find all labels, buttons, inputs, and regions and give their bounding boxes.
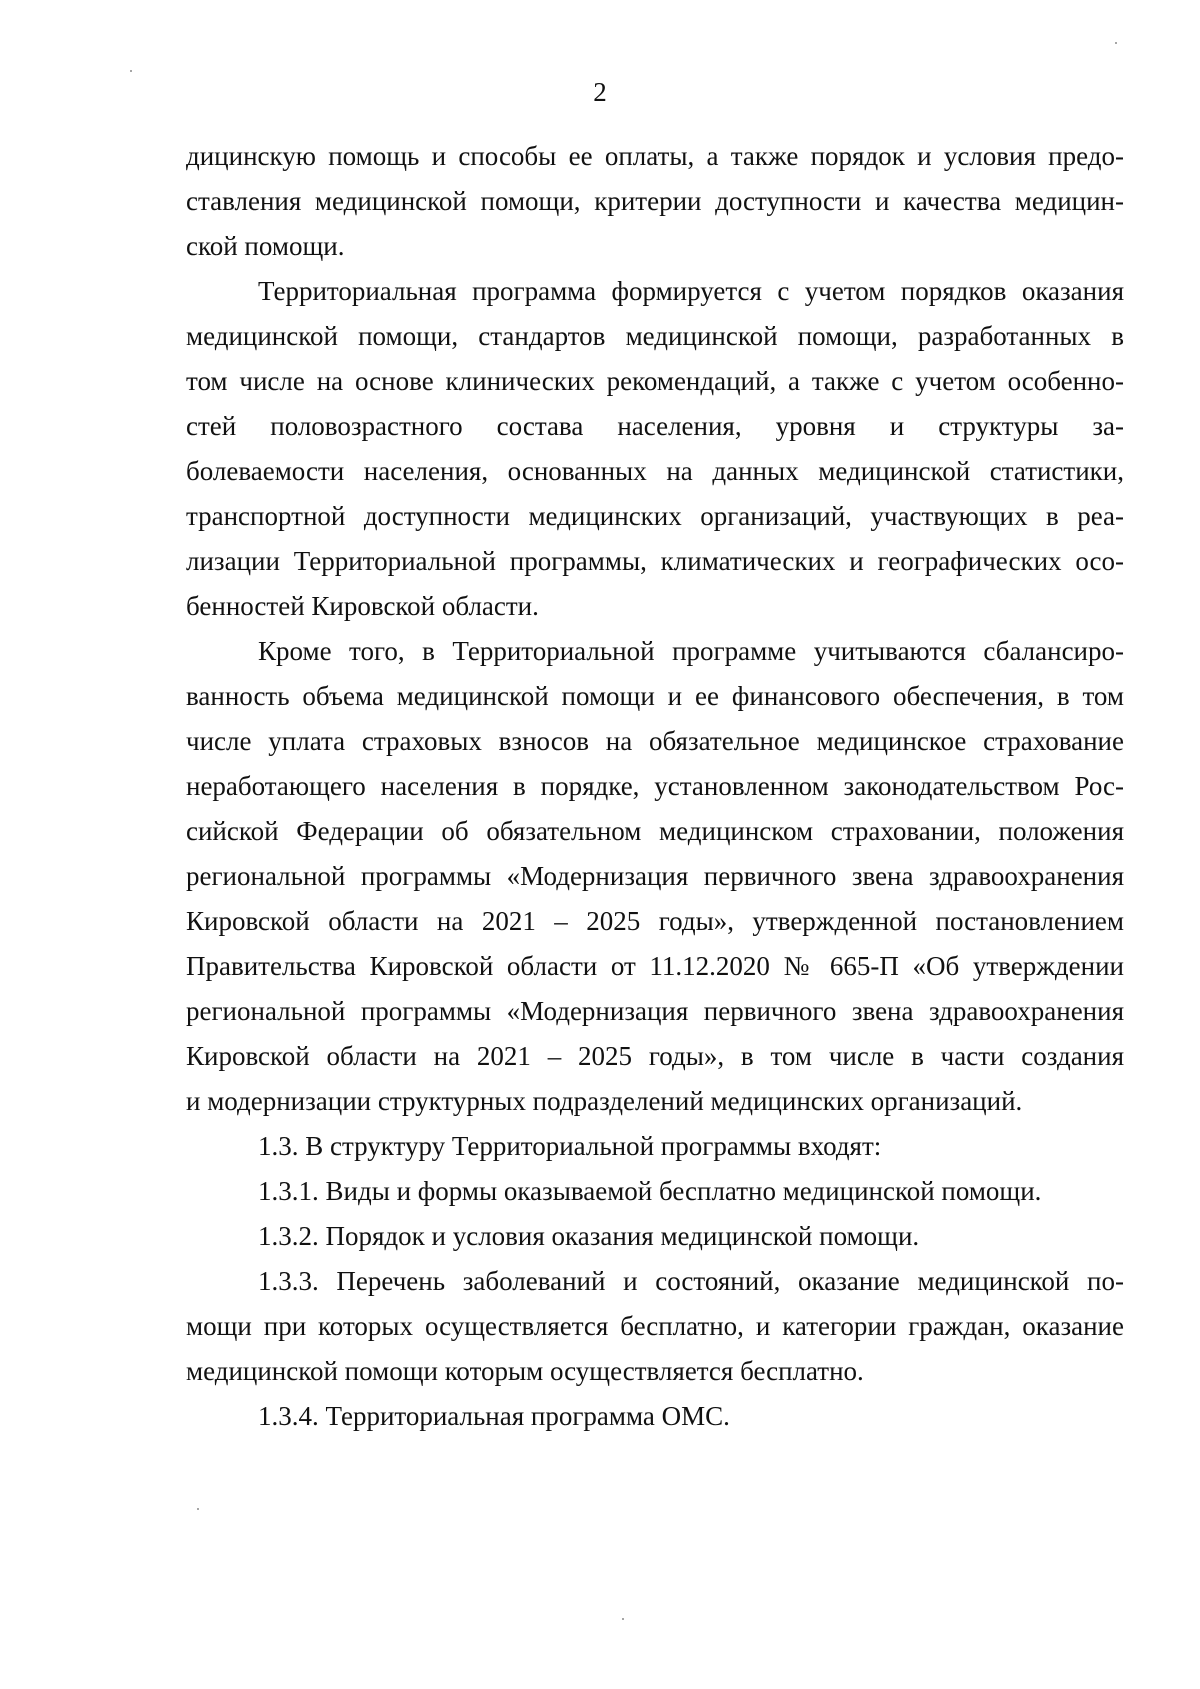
page-number: 2 <box>593 77 607 107</box>
paragraph-8 <box>186 1394 1124 1439</box>
text-line: числе уплата страховых взносов на обязательное медицинское страхование <box>186 726 1124 756</box>
text-line: Кроме того, в Территориальной программе учитываются сбалансиро- <box>258 636 1124 666</box>
paragraph-1 <box>186 134 1124 269</box>
text-line: том числе на основе клинических рекомендаций, а также с учетом особенно- <box>186 366 1124 396</box>
paragraph-4 <box>186 1124 1124 1169</box>
scan-speck <box>1115 42 1117 44</box>
paragraph-5 <box>186 1169 1124 1214</box>
text-line: транспортной доступности медицинских организаций, участвующих в реа- <box>186 501 1124 531</box>
scan-speck <box>130 70 132 72</box>
text-line: Территориальная программа формируется с учетом порядков оказания <box>258 276 1124 306</box>
paragraph-2 <box>186 269 1124 629</box>
text-line: бенностей Кировской области. <box>186 591 539 621</box>
text-line: Кировской области на 2021 – 2025 годы», утвержденной постановлением <box>186 906 1124 936</box>
scan-speck <box>197 1508 199 1510</box>
text-line: лизации Территориальной программы, климатических и географических осо- <box>186 546 1124 576</box>
text-line: неработающего населения в порядке, установленном законодательством Рос- <box>186 771 1124 801</box>
text-line: 1.3. В структуру Территориальной программы входят: <box>258 1131 882 1161</box>
text-line: региональной программы «Модернизация первичного звена здравоохранения <box>186 996 1124 1026</box>
text-line: сийской Федерации об обязательном медицинском страховании, положения <box>186 816 1124 846</box>
text-line: дицинскую помощь и способы ее оплаты, а также порядок и условия предо- <box>186 141 1124 171</box>
paragraph-3 <box>186 629 1124 1124</box>
text-line: региональной программы «Модернизация первичного звена здравоохранения <box>186 861 1124 891</box>
text-line: стей половозрастного состава населения, уровня и структуры за- <box>186 411 1124 441</box>
text-line: мощи при которых осуществляется бесплатно, и категории граждан, оказание <box>186 1311 1124 1341</box>
text-line: медицинской помощи которым осуществляется бесплатно. <box>186 1356 864 1386</box>
text-line: Кировской области на 2021 – 2025 годы», в том числе в части создания <box>186 1041 1124 1071</box>
text-line: Правительства Кировской области от 11.12.2020 № 665-П «Об утверждении <box>186 951 1124 981</box>
document-body <box>186 134 1124 1439</box>
text-line: 1.3.2. Порядок и условия оказания медицинской помощи. <box>258 1221 920 1251</box>
text-line: 1.3.1. Виды и формы оказываемой бесплатно медицинской помощи. <box>258 1176 1042 1206</box>
text-line: 1.3.3. Перечень заболеваний и состояний, оказание медицинской по- <box>258 1266 1124 1296</box>
text-line: 1.3.4. Территориальная программа ОМС. <box>258 1401 730 1431</box>
text-line: ской помощи. <box>186 231 345 261</box>
paragraph-6 <box>186 1214 1124 1259</box>
text-line: и модернизации структурных подразделений медицинских организаций. <box>186 1086 1023 1116</box>
text-line: ставления медицинской помощи, критерии доступности и качества медицин- <box>186 186 1124 216</box>
text-line: болеваемости населения, основанных на данных медицинской статистики, <box>186 456 1124 486</box>
text-line: медицинской помощи, стандартов медицинской помощи, разработанных в <box>186 321 1124 351</box>
paragraph-7 <box>186 1259 1124 1394</box>
text-line: ванность объема медицинской помощи и ее финансового обеспечения, в том <box>186 681 1124 711</box>
scan-speck <box>622 1618 624 1620</box>
